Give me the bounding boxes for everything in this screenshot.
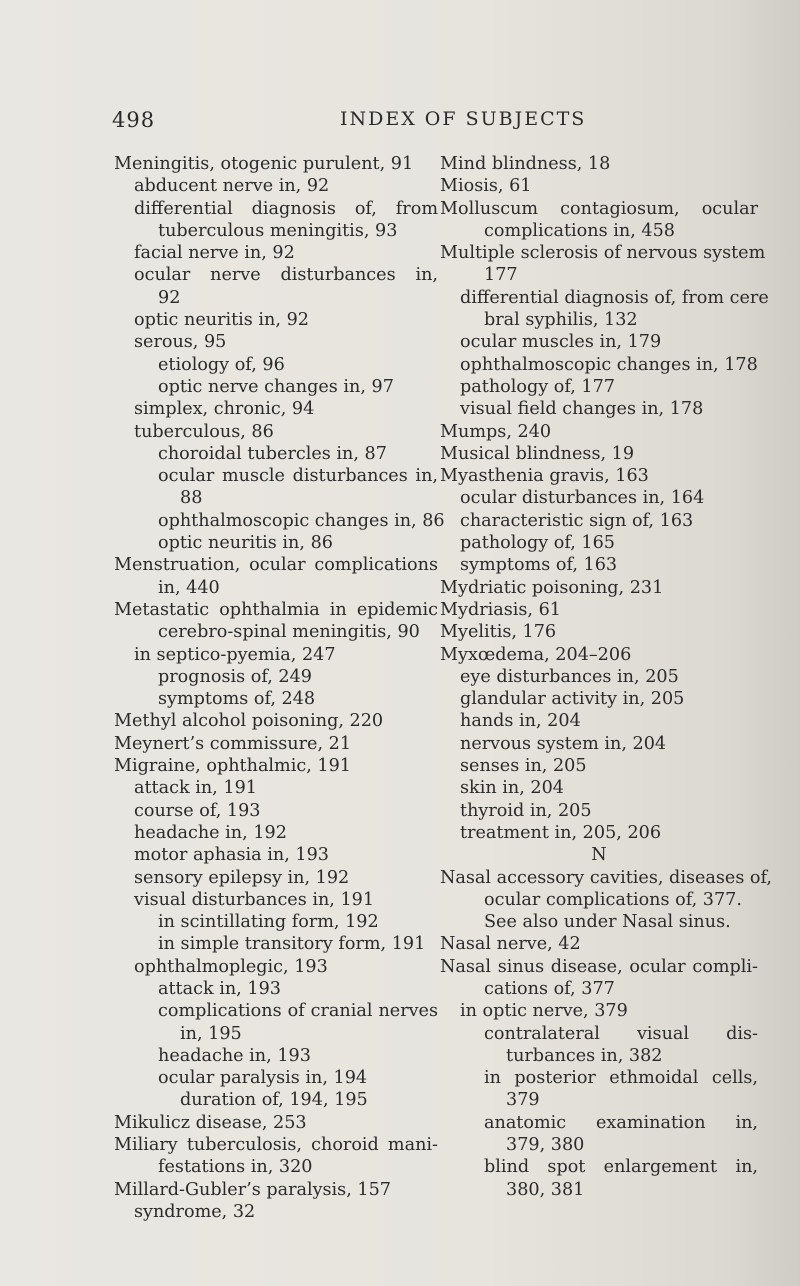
entry-text: turbances in, 382 — [506, 1045, 663, 1066]
entry-text: complications in, 458 — [484, 220, 675, 241]
index-subentry — [114, 621, 438, 643]
index-entry — [114, 554, 438, 576]
entry-text: bral syphilis, 132 — [484, 310, 638, 331]
entry-text: symptoms of, 248 — [158, 689, 316, 710]
entry-text: Myxœdema, 204–206 — [440, 644, 632, 665]
index-entry — [114, 1179, 438, 1201]
entry-text: motor aphasia in, 193 — [134, 845, 329, 866]
index-entry — [114, 755, 438, 777]
entry-text: Multiple sclerosis of nervous system — [440, 243, 766, 264]
index-subentry — [114, 443, 438, 465]
entry-text: choroidal tubercles in, 87 — [158, 443, 387, 464]
index-subentry — [440, 532, 758, 554]
entry-text: nervous system in, 204 — [460, 733, 667, 754]
index-entry — [440, 153, 758, 175]
entry-text: optic neuritis in, 92 — [134, 310, 309, 331]
entry-text: attack in, 191 — [134, 778, 257, 799]
left-index-column — [114, 153, 445, 1223]
index-subentry — [440, 666, 758, 688]
index-entry — [440, 443, 758, 465]
index-subentry — [440, 376, 758, 398]
index-entry — [440, 175, 758, 197]
index-entry — [440, 465, 758, 487]
entry-text: Metastatic ophthalmia in epidemic — [114, 599, 438, 620]
index-subentry — [114, 666, 438, 688]
index-subentry — [114, 867, 438, 889]
entry-text: Millard-Gubler’s paralysis, 157 — [114, 1179, 391, 1200]
entry-text: ocular disturbances in, 164 — [460, 488, 705, 509]
entry-text: Musical blindness, 19 — [440, 443, 635, 464]
index-subentry — [114, 777, 438, 799]
index-subentry — [114, 933, 438, 955]
entry-text: in optic nerve, 379 — [460, 1001, 628, 1022]
index-subentry — [114, 644, 438, 666]
entry-text: 380, 381 — [506, 1179, 585, 1200]
index-entry — [114, 599, 438, 621]
index-entry — [114, 1112, 438, 1134]
entry-text: in scintillating form, 192 — [158, 912, 379, 933]
index-subentry — [114, 956, 438, 978]
entry-text: Myelitis, 176 — [440, 622, 557, 643]
entry-text: course of, 193 — [134, 800, 261, 821]
index-subentry — [440, 777, 758, 799]
index-subentry — [440, 1023, 758, 1045]
index-entry — [440, 198, 758, 220]
index-subentry — [114, 1000, 438, 1022]
entry-text: ocular nerve disturbances in, — [134, 265, 438, 286]
entry-text: cations of, 377 — [484, 978, 615, 999]
index-subentry — [440, 800, 758, 822]
index-subentry — [440, 1156, 758, 1178]
index-subentry — [114, 175, 438, 197]
index-subentry — [440, 822, 758, 844]
entry-text: glandular activity in, 205 — [460, 689, 685, 710]
entry-text: sensory epilepsy in, 192 — [134, 867, 350, 888]
entry-text: Miosis, 61 — [440, 176, 532, 197]
entry-text: cerebro-spinal meningitis, 90 — [158, 622, 420, 643]
entry-text: Mydriatic poisoning, 231 — [440, 577, 664, 598]
page-header — [0, 108, 800, 138]
index-subentry — [114, 398, 438, 420]
index-subentry — [114, 309, 438, 331]
index-subentry — [114, 1089, 438, 1111]
entry-text: differential diagnosis of, from — [134, 198, 438, 219]
entry-text: thyroid in, 205 — [460, 800, 592, 821]
index-subentry — [114, 465, 438, 487]
index-subentry — [114, 844, 438, 866]
entry-text: eye disturbances in, 205 — [460, 666, 679, 687]
index-subentry — [440, 264, 758, 286]
entry-text: Nasal nerve, 42 — [440, 934, 581, 955]
entry-text: 379, 380 — [506, 1135, 585, 1156]
index-subentry — [440, 554, 758, 576]
entry-text: characteristic sign of, 163 — [460, 510, 694, 531]
entry-text: Menstruation, ocular complications — [114, 555, 438, 576]
entry-text: ocular muscles in, 179 — [460, 332, 662, 353]
index-subentry — [440, 889, 758, 911]
index-entry — [114, 733, 438, 755]
entry-text: anatomic examination in, — [484, 1112, 758, 1133]
entry-text: complications of cranial nerves — [158, 1001, 438, 1022]
index-subentry — [440, 287, 769, 309]
entry-text: ophthalmoscopic changes in, 86 — [158, 510, 445, 531]
index-subentry — [440, 978, 758, 1000]
entry-text: etiology of, 96 — [158, 354, 285, 375]
page-number: 498 — [112, 108, 156, 132]
entry-text: tuberculous meningitis, 93 — [158, 220, 398, 241]
index-subentry — [440, 1045, 758, 1067]
entry-text: visual field changes in, 178 — [460, 399, 704, 420]
entry-text: treatment in, 205, 206 — [460, 822, 662, 843]
index-subentry — [440, 1134, 758, 1156]
entry-text: See also under Nasal sinus. — [484, 912, 731, 933]
index-subentry — [114, 220, 438, 242]
right-index-column — [440, 153, 773, 1201]
index-entry — [440, 933, 758, 955]
index-subentry — [440, 1067, 758, 1089]
section-letter — [440, 844, 758, 866]
entry-text: optic nerve changes in, 97 — [158, 376, 394, 397]
index-subentry — [440, 398, 758, 420]
entry-text: Mikulicz disease, 253 — [114, 1112, 307, 1133]
index-subentry — [440, 911, 758, 933]
entry-text: Nasal accessory cavities, diseases of, — [440, 867, 773, 888]
index-subentry — [440, 710, 758, 732]
index-subentry — [440, 309, 758, 331]
entry-text: senses in, 205 — [460, 756, 587, 777]
index-subentry — [440, 487, 758, 509]
entry-text: hands in, 204 — [460, 711, 581, 732]
entry-text: Methyl alcohol poisoning, 220 — [114, 711, 384, 732]
entry-text: skin in, 204 — [460, 778, 564, 799]
entry-text: 92 — [158, 287, 181, 308]
index-subentry — [114, 1156, 438, 1178]
entry-text: simplex, chronic, 94 — [134, 399, 315, 420]
entry-text: Miliary tuberculosis, choroid mani- — [114, 1135, 438, 1156]
entry-text: visual disturbances in, 191 — [134, 889, 375, 910]
index-subentry — [114, 1067, 438, 1089]
index-entry — [440, 644, 758, 666]
index-entry — [114, 1134, 438, 1156]
entry-text: festations in, 320 — [158, 1157, 313, 1178]
entry-text: 177 — [484, 265, 518, 286]
entry-text: Mydriasis, 61 — [440, 599, 561, 620]
entry-text: headache in, 193 — [158, 1045, 311, 1066]
entry-text: N — [591, 845, 607, 866]
index-subentry — [114, 577, 438, 599]
index-subentry — [114, 1023, 438, 1045]
entry-text: ocular muscle disturbances in, — [158, 466, 438, 487]
index-subentry — [114, 800, 438, 822]
index-entry — [114, 153, 438, 175]
index-subentry — [114, 510, 445, 532]
entry-text: serous, 95 — [134, 332, 227, 353]
entry-text: pathology of, 177 — [460, 376, 616, 397]
entry-text: 88 — [180, 488, 203, 509]
entry-text: duration of, 194, 195 — [180, 1090, 368, 1111]
index-subentry — [440, 733, 758, 755]
index-subentry — [114, 1201, 438, 1223]
index-subentry — [440, 220, 758, 242]
index-entry — [440, 621, 758, 643]
index-subentry — [114, 688, 438, 710]
index-subentry — [440, 688, 758, 710]
entry-text: in posterior ethmoidal cells, — [484, 1068, 758, 1089]
entry-text: headache in, 192 — [134, 822, 287, 843]
running-head: INDEX OF SUBJECTS — [340, 108, 587, 130]
entry-text: Mumps, 240 — [440, 421, 552, 442]
entry-text: ophthalmoscopic changes in, 178 — [460, 354, 758, 375]
entry-text: blind spot enlargement in, — [484, 1157, 758, 1178]
entry-text: Meynert’s commissure, 21 — [114, 733, 352, 754]
index-subentry — [114, 487, 438, 509]
entry-text: symptoms of, 163 — [460, 555, 618, 576]
entry-text: ocular paralysis in, 194 — [158, 1068, 368, 1089]
index-subentry — [440, 1089, 758, 1111]
entry-text: Meningitis, otogenic purulent, 91 — [114, 154, 414, 174]
index-subentry — [440, 755, 758, 777]
index-subentry — [114, 242, 438, 264]
index-subentry — [440, 354, 758, 376]
entry-text: in, 195 — [180, 1023, 242, 1044]
index-subentry — [440, 331, 758, 353]
entry-text: prognosis of, 249 — [158, 666, 312, 687]
index-subentry — [114, 532, 438, 554]
entry-text: contralateral visual dis- — [484, 1023, 758, 1044]
entry-text: differential diagnosis of, from cere — [460, 287, 769, 308]
entry-text: Mind blindness, 18 — [440, 154, 611, 174]
index-entry — [440, 599, 758, 621]
entry-text: abducent nerve in, 92 — [134, 176, 330, 197]
index-subentry — [114, 331, 438, 353]
entry-text: Molluscum contagiosum, ocular — [440, 198, 758, 219]
index-subentry — [440, 510, 758, 532]
index-entry — [440, 577, 758, 599]
index-subentry — [114, 354, 438, 376]
index-entry — [440, 242, 766, 264]
index-subentry — [114, 1045, 438, 1067]
index-subentry — [114, 198, 438, 220]
entry-text: in septico-pyemia, 247 — [134, 644, 336, 665]
entry-text: facial nerve in, 92 — [134, 243, 295, 264]
entry-text: ophthalmoplegic, 193 — [134, 956, 328, 977]
index-entry — [440, 421, 758, 443]
index-entry — [440, 956, 758, 978]
entry-text: in simple transitory form, 191 — [158, 934, 426, 955]
entry-text: tuberculous, 86 — [134, 421, 274, 442]
index-subentry — [114, 822, 438, 844]
entry-text: Nasal sinus disease, ocular compli- — [440, 956, 758, 977]
entry-text: attack in, 193 — [158, 978, 281, 999]
entry-text: 379 — [506, 1090, 540, 1111]
index-subentry — [114, 376, 438, 398]
index-subentry — [114, 287, 438, 309]
index-subentry — [114, 911, 438, 933]
index-subentry — [114, 264, 438, 286]
index-subentry — [114, 421, 438, 443]
entry-text: ocular complications of, 377. — [484, 889, 742, 910]
index-entry — [440, 867, 773, 889]
entry-text: in, 440 — [158, 577, 220, 598]
entry-text: Migraine, ophthalmic, 191 — [114, 756, 351, 777]
index-entry — [114, 710, 438, 732]
index-subentry — [114, 889, 438, 911]
index-subentry — [440, 1000, 758, 1022]
index-subentry — [440, 1179, 758, 1201]
entry-text: optic neuritis in, 86 — [158, 533, 333, 554]
index-subentry — [440, 1112, 758, 1134]
entry-text: syndrome, 32 — [134, 1201, 256, 1222]
entry-text: pathology of, 165 — [460, 533, 616, 554]
entry-text: Myasthenia gravis, 163 — [440, 466, 649, 487]
index-subentry — [114, 978, 438, 1000]
